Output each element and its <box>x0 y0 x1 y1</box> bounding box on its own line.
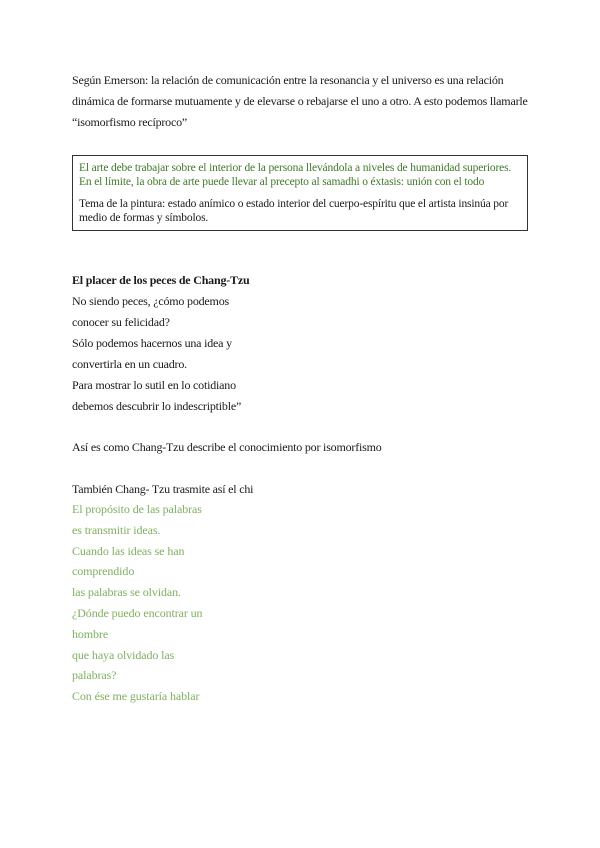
isomorfismo-paragraph: Así es como Chang-Tzu describe el conocimiento por isomorfismo <box>72 440 382 454</box>
poem-line: comprendido <box>72 564 135 579</box>
poem-line: ¿Dónde puedo encontrar un <box>72 605 203 620</box>
box-green-text: El arte debe trabajar sobre el interior de la persona llevándola a niveles de humanidad superiores. En el límite, la obra de arte puede llevar al precepto al samadhi o éxtasis: unión con el todo <box>79 162 512 188</box>
poem-line: que haya olvidado las <box>72 647 175 662</box>
poem-line: Cuando las ideas se han <box>72 543 185 558</box>
poem-line: conocer su felicidad? <box>72 315 170 329</box>
poem-line: El propósito de las palabras <box>72 502 202 516</box>
poem-title: El placer de los peces de Chang-Tzu <box>72 273 250 287</box>
poem-line: las palabras se olvidan. <box>72 585 181 600</box>
poem-line: debemos descubrir lo indescriptible” <box>72 399 242 413</box>
poem-line: Para mostrar lo sutil en lo cotidiano <box>72 378 236 392</box>
poem-line: Sólo podemos hacernos una idea y <box>72 336 232 350</box>
poem-line: hombre <box>72 626 109 641</box>
poem-chang-tzu-fish <box>72 270 372 417</box>
poem-line: es transmitir ideas. <box>72 522 161 537</box>
poem-chang-tzu-words <box>72 499 372 707</box>
poem-line: palabras? <box>72 668 117 683</box>
quote-box <box>72 155 528 231</box>
poem-line: No siendo peces, ¿cómo podemos <box>72 294 229 308</box>
chi-intro: También Chang- Tzu trasmite así el chi <box>72 482 254 496</box>
intro-paragraph: Según Emerson: la relación de comunicación entre la resonancia y el universo es una relación dinámica de formarse mutuamente y de elevarse o rebajarse el uno a otro. A esto podemos llamarle “isomorfismo recíproco” <box>72 73 528 129</box>
box-dark-text: Tema de la pintura: estado anímico o estado interior del cuerpo-espíritu que el artista insinúa por medio de formas y símbolos. <box>79 198 509 224</box>
poem-line: Con ése me gustaría hablar <box>72 689 200 704</box>
poem-line: convertirla en un cuadro. <box>72 357 187 371</box>
